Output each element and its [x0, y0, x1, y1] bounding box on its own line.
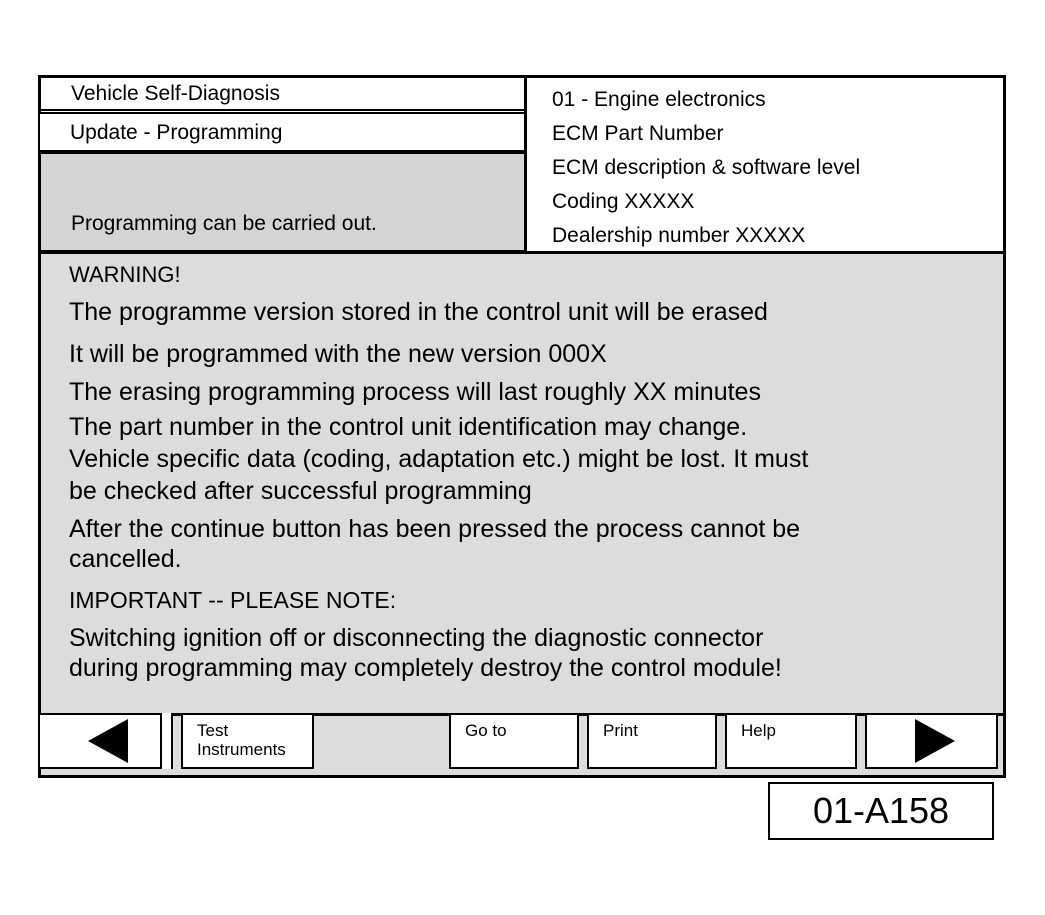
info-system: 01 - Engine electronics: [552, 88, 766, 111]
help-label: Help: [741, 721, 776, 740]
status-panel: [38, 152, 526, 252]
forward-button[interactable]: [865, 713, 998, 769]
warning-heading: WARNING!: [69, 262, 181, 287]
info-description: ECM description & software level: [552, 156, 861, 179]
message-line: After the continue button has been pressed the process cannot be: [69, 515, 801, 543]
message-line: be checked after successful programming: [69, 477, 532, 505]
back-button[interactable]: [40, 713, 171, 769]
message-line: during programming may completely destroy the control module!: [69, 654, 782, 682]
figure-label: [768, 782, 994, 840]
arrow-right-icon: [915, 719, 955, 763]
function-title-text: Update - Programming: [70, 121, 283, 144]
test-instruments-label-2: Instruments: [197, 740, 286, 759]
test-instruments-label-1: Test: [197, 721, 229, 740]
go-to-label: Go to: [465, 721, 507, 740]
important-heading: IMPORTANT -- PLEASE NOTE:: [69, 587, 397, 613]
message-line: It will be programmed with the new version 000X: [69, 340, 607, 368]
message-panel: [38, 252, 1006, 714]
info-part-number: ECM Part Number: [552, 122, 724, 145]
screen-title-text: Vehicle Self-Diagnosis: [71, 82, 280, 105]
message-line: The part number in the control unit identification may change.: [69, 413, 748, 441]
help-button[interactable]: [725, 713, 857, 769]
info-coding: Coding XXXXX: [552, 190, 695, 213]
message-line: Switching ignition off or disconnecting the diagnostic connector: [69, 624, 764, 652]
go-to-button[interactable]: [449, 713, 579, 769]
message-line: The programme version stored in the control unit will be erased: [69, 298, 768, 326]
message-line: Vehicle specific data (coding, adaptation etc.) might be lost. It must: [69, 445, 809, 473]
arrow-left-icon: [88, 719, 128, 763]
print-label: Print: [603, 721, 638, 740]
message-line: The erasing programming process will last roughly XX minutes: [69, 378, 761, 406]
test-instruments-button[interactable]: [181, 713, 314, 769]
info-dealership: Dealership number XXXXX: [552, 224, 806, 247]
control-unit-info: [524, 75, 1006, 253]
message-line: cancelled.: [69, 545, 182, 573]
status-text: Programming can be carried out.: [71, 212, 377, 235]
function-title: [38, 112, 526, 152]
figure-label-text: 01-A158: [812, 790, 950, 831]
print-button[interactable]: [587, 713, 717, 769]
back-button-edge: [160, 713, 173, 769]
screen-title: [38, 75, 526, 111]
